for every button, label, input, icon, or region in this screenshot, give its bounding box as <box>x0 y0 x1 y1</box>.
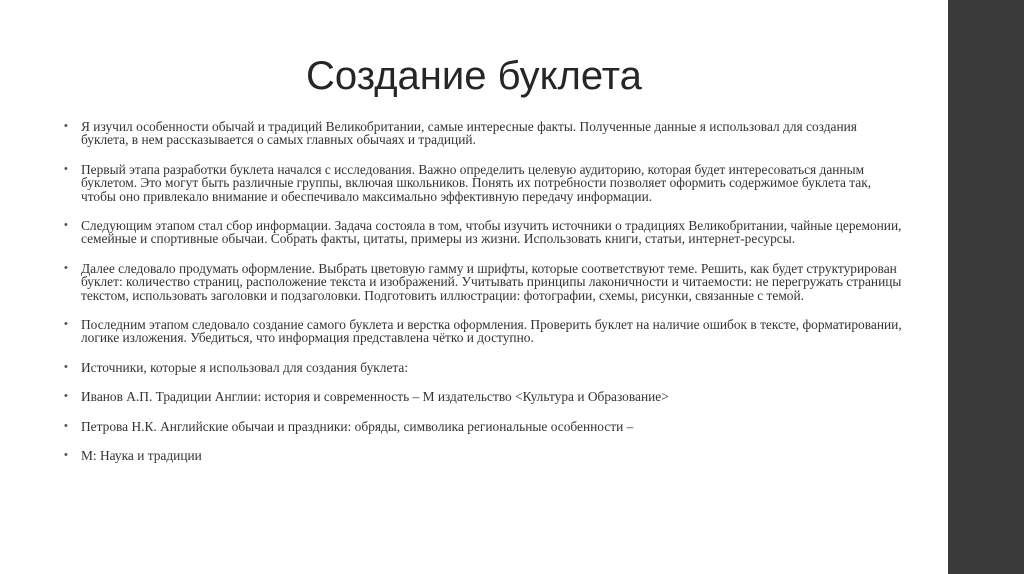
bullet-item <box>62 420 902 433</box>
bullet-text: Последним этапом следовало создание самого буклета и верстка оформления. Проверить буклет на наличие ошибок в тексте, форматировании, логике изложения. Убедиться, что информация представлена чётко и доступно. <box>81 317 902 346</box>
bullet-text: Далее следовало продумать оформление. Выбрать цветовую гамму и шрифты, которые соответствуют теме. Решить, как будет структурирован буклет: количество страниц, расположение текста и изображений. Учитывать принципы лаконичности и читаемости: не перегружать страницы текстом, использовать заголовки и подзаголовки. Подготовить иллюстрации: фотографии, схемы, рисунки, связанные с темой. <box>81 260 902 303</box>
bullet-item <box>62 390 902 403</box>
bullet-marker: • <box>64 449 68 462</box>
bullet-marker: • <box>64 120 68 132</box>
bullet-marker: • <box>64 261 68 274</box>
bullet-marker: • <box>64 419 68 432</box>
bullet-marker: • <box>64 318 68 331</box>
bullet-item <box>62 318 902 345</box>
slide-title: Создание буклета <box>306 54 642 98</box>
bullet-marker: • <box>64 390 68 403</box>
bullet-item <box>62 163 902 203</box>
bullet-text: Петрова Н.К. Английские обычаи и праздники: обряды, символика региональные особенности – <box>81 418 634 434</box>
bullet-marker: • <box>64 219 68 232</box>
bullet-marker: • <box>64 360 68 373</box>
bullet-marker: • <box>64 162 68 175</box>
bullet-item <box>62 219 902 246</box>
bullet-item <box>62 120 902 147</box>
bullet-item <box>62 262 902 302</box>
bullet-item <box>62 361 902 374</box>
bullet-text: М: Наука и традиции <box>81 448 202 464</box>
bullet-text: Иванов А.П. Традиции Англии: история и современность – М издательство <Культура и Образование> <box>81 389 669 405</box>
bullet-text: Первый этапа разработки буклета начался с исследования. Важно определить целевую аудиторию, которая будет интересоваться данным буклетом. Это могут быть различные группы, включая школьников. Понять их потребности позволяет оформить содержимое буклета так, чтобы оно привлекало внимание и обеспечивало максимально эффективную передачу информации. <box>81 161 872 204</box>
bullet-text: Следующим этапом стал сбор информации. Задача состояла в том, чтобы изучить источники о традициях Великобритании, чайные церемонии, семейные и спортивные обычаи. Собрать факты, цитаты, примеры из жизни. Использовать книги, статьи, интернет-ресурсы. <box>81 218 902 247</box>
side-bar <box>948 0 1024 574</box>
bullet-item <box>62 449 902 462</box>
bullet-text: Я изучил особенности обычай и традиций Великобритании, самые интересные факты. Полученные данные я использовал для создания буклета, в нем рассказывается о самых главных обычаях и традиций. <box>81 119 857 148</box>
bullet-text: Источники, которые я использовал для создания буклета: <box>81 359 409 375</box>
bullet-list <box>62 120 902 479</box>
